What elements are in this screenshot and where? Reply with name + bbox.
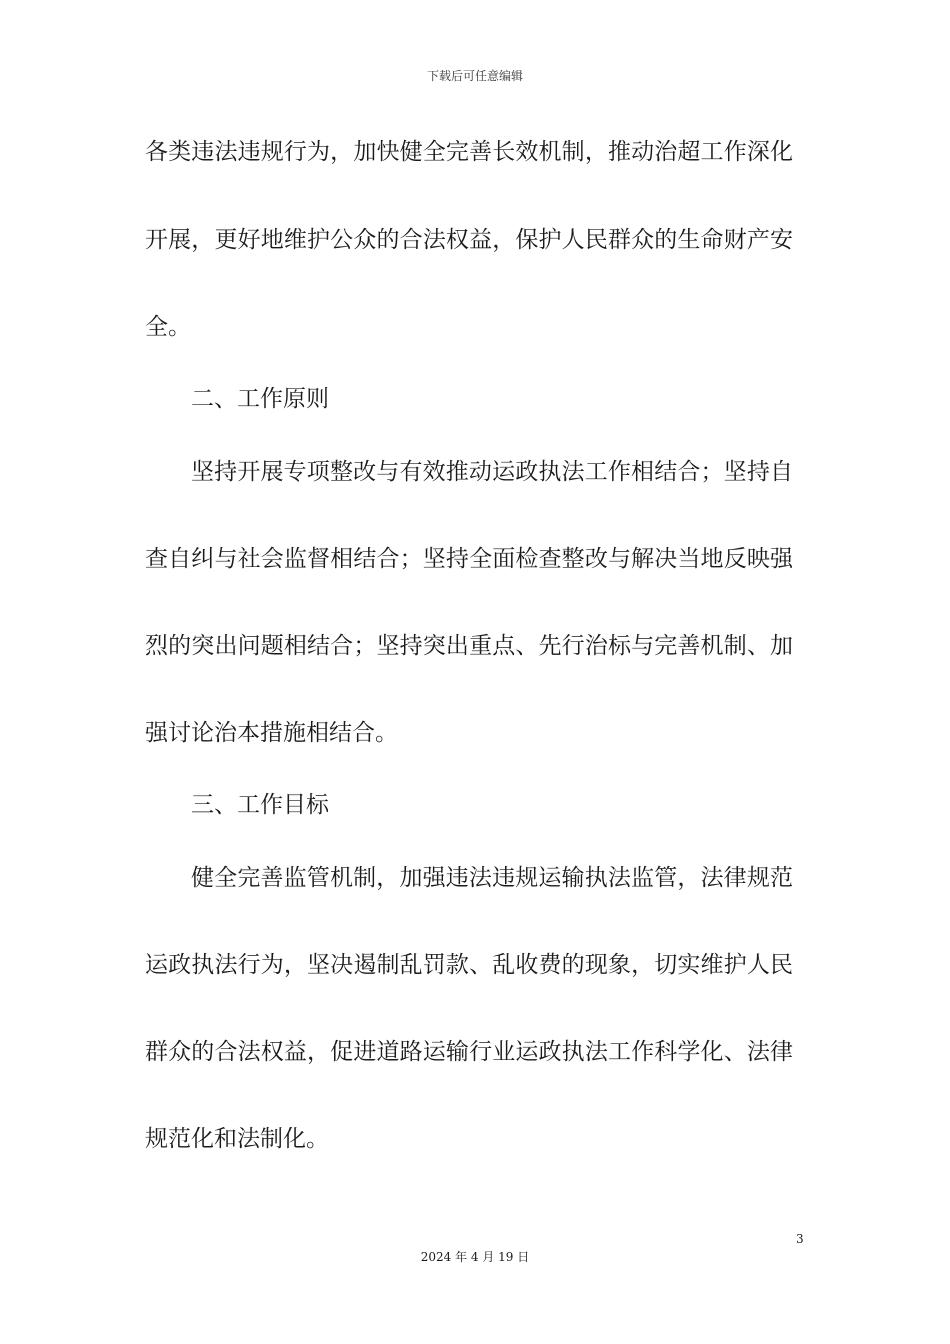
- text-line: 健全完善监管机制，加强违法违规运输执法监管，法律规范: [191, 865, 793, 891]
- header-note: 下载后可任意编辑: [426, 69, 523, 83]
- section-heading-principles: 二、工作原则: [191, 386, 329, 412]
- text-line: 烈的突出问题相结合；坚持突出重点、先行治标与完善机制、加: [145, 633, 793, 659]
- text-line: 群众的合法权益，促进道路运输行业运政执法工作科学化、法律: [145, 1039, 793, 1065]
- text-line: 各类违法违规行为，加快健全完善长效机制，推动治超工作深化: [145, 139, 793, 165]
- text-line: 强讨论治本措施相结合。: [145, 720, 398, 746]
- footer-date: 2024 年 4 月 19 日: [420, 1250, 530, 1264]
- text-line: 坚持开展专项整改与有效推动运政执法工作相结合；坚持自: [191, 459, 793, 485]
- section-heading-goals: 三、工作目标: [191, 792, 329, 818]
- text-line: 运政执法行为，坚决遏制乱罚款、乱收费的现象，切实维护人民: [145, 952, 793, 978]
- text-line: 全。: [145, 314, 191, 340]
- text-line: 查自纠与社会监督相结合；坚持全面检查整改与解决当地反映强: [145, 546, 793, 572]
- text-line: 开展，更好地维护公众的合法权益，保护人民群众的生命财产安: [145, 227, 793, 253]
- page-number: 3: [796, 1232, 804, 1246]
- text-line: 规范化和法制化。: [145, 1126, 329, 1152]
